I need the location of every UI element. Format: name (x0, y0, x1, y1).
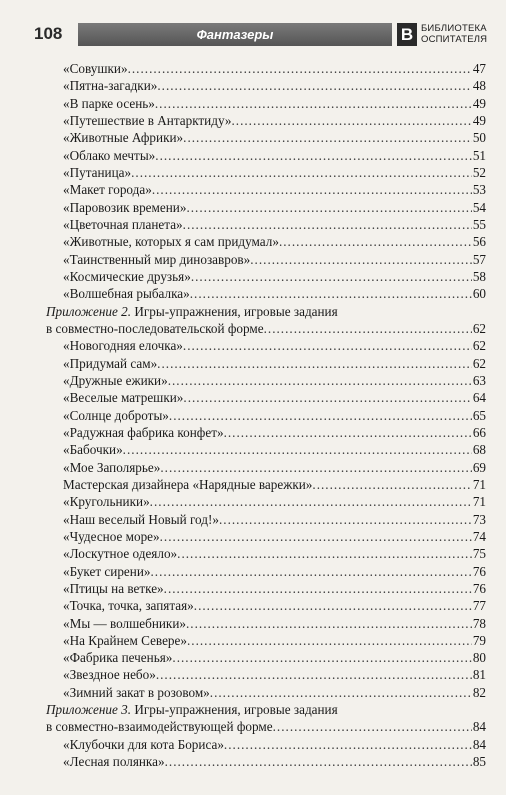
series-name-line1: БИБЛИОТЕКА (421, 23, 487, 34)
toc-entry-title: «Животные Африки» (63, 130, 184, 146)
toc-entry (46, 736, 486, 753)
toc-entry-title: «Цветочная планета» (63, 216, 183, 232)
leader-dots (160, 459, 471, 476)
toc-entry-page: 57 (472, 251, 486, 267)
toc-entry-title: «Дружные ежики» (63, 372, 168, 388)
toc-entry (46, 199, 486, 216)
toc-entry (46, 441, 486, 458)
leader-dots (224, 424, 472, 441)
toc-entry-page: 49 (472, 95, 486, 111)
appendix-2-heading (46, 303, 486, 320)
leader-dots (152, 181, 472, 198)
toc-entry-page: 50 (472, 130, 486, 146)
toc-entry (46, 545, 486, 562)
toc-entry-title: «Бабочки» (63, 442, 123, 458)
leader-dots (190, 285, 472, 302)
toc-entry (46, 77, 486, 94)
toc-entry (46, 251, 486, 268)
appendix-3-page: 84 (472, 719, 486, 735)
toc-entry-title: «Зимний закат в розовом» (63, 684, 210, 700)
toc-entry-title: «Паровозик времени» (63, 199, 187, 215)
toc-entry (46, 580, 486, 597)
appendix-2-entry (46, 320, 486, 337)
toc-entry (46, 60, 486, 77)
appendix-2-title-line1: Игры-упражнения, игровые задания (131, 303, 338, 319)
toc-entry-title: «Придумай сам» (63, 355, 158, 371)
toc-entry (46, 493, 486, 510)
toc-entry (46, 615, 486, 632)
toc-entry-title: «Волшебная рыбалка» (63, 286, 190, 302)
toc-entry (46, 389, 486, 406)
series-logo-icon: В (397, 23, 417, 46)
toc-entry-title: «Мое Заполярье» (63, 459, 161, 475)
toc-entry-page: 79 (472, 632, 486, 648)
leader-dots (172, 649, 471, 666)
leader-dots (219, 511, 472, 528)
toc-entry-page: 85 (472, 754, 486, 770)
toc-entry (46, 181, 486, 198)
toc-entry-page: 62 (472, 355, 486, 371)
toc-entry (46, 476, 486, 493)
toc-entry (46, 112, 486, 129)
running-title: Фантазеры (196, 27, 274, 42)
toc-entry-title: «Таинственный мир динозавров» (63, 251, 251, 267)
leader-dots (186, 199, 471, 216)
leader-dots (164, 580, 472, 597)
toc-entry-title: «Букет сирени» (63, 563, 151, 579)
toc-entry-page: 75 (472, 546, 486, 562)
toc-entry-page: 80 (472, 650, 486, 666)
leader-dots (183, 389, 471, 406)
appendix-3-entry (46, 718, 486, 735)
toc-entry (46, 285, 486, 302)
toc-entry-page: 54 (472, 199, 486, 215)
toc-entry-title: Мастерская дизайнера «Нарядные варежки» (63, 476, 313, 492)
toc-entry-page: 82 (472, 684, 486, 700)
toc-entry (46, 147, 486, 164)
toc-entry (46, 216, 486, 233)
toc-entry-page: 71 (472, 494, 486, 510)
leader-dots (131, 164, 472, 181)
toc-group-2 (46, 337, 486, 701)
page-number: 108 (34, 24, 63, 43)
leader-dots (156, 666, 472, 683)
toc-entry (46, 563, 486, 580)
leader-dots (250, 251, 472, 268)
toc-entry-title: «Наш веселый Новый год!» (63, 511, 219, 527)
leader-dots (187, 632, 472, 649)
toc-entry-page: 55 (472, 216, 486, 232)
toc-entry-page: 76 (472, 563, 486, 579)
toc-group-3 (46, 736, 486, 771)
leader-dots (151, 563, 472, 580)
leader-dots (155, 147, 472, 164)
toc-entry (46, 95, 486, 112)
toc-entry (46, 528, 486, 545)
toc-entry (46, 753, 486, 770)
page-header (0, 0, 506, 60)
series-name-line2: ОСПИТАТЕЛЯ (421, 34, 488, 45)
toc-entry-page: 62 (472, 338, 486, 354)
leader-dots (210, 684, 472, 701)
running-title-bar (78, 23, 392, 46)
leader-dots (183, 337, 472, 354)
leader-dots (157, 355, 472, 372)
toc-entry-title: «Пятна-загадки» (63, 78, 158, 94)
leader-dots (168, 372, 472, 389)
toc-entry-title: «Совушки» (63, 61, 128, 76)
toc-entry-page: 53 (472, 182, 486, 198)
leader-dots (183, 216, 472, 233)
toc-entry-page: 65 (472, 407, 486, 423)
leader-dots (231, 112, 471, 129)
toc-entry-page: 48 (472, 78, 486, 94)
toc-entry (46, 268, 486, 285)
toc-entry-page: 71 (472, 476, 486, 492)
leader-dots (128, 60, 472, 77)
leader-dots (150, 493, 472, 510)
toc-entry (46, 666, 486, 683)
toc-entry-title: «Звездное небо» (63, 667, 156, 683)
toc-entry (46, 233, 486, 250)
leader-dots (264, 320, 472, 337)
appendix-2-page: 62 (472, 320, 486, 336)
toc-entry-title: «Лоскутное одеяло» (63, 546, 178, 562)
toc-entry-title: «Облако мечты» (63, 147, 156, 163)
leader-dots (312, 476, 471, 493)
leader-dots (273, 718, 472, 735)
toc-entry-page: 51 (472, 147, 486, 163)
toc-entry (46, 355, 486, 372)
toc-entry (46, 459, 486, 476)
toc-entry-title: «Новогодняя елочка» (63, 338, 183, 354)
leader-dots (224, 736, 472, 753)
leader-dots (279, 233, 472, 250)
toc-entry-page: 49 (472, 112, 486, 128)
toc-entry-page: 58 (472, 268, 486, 284)
appendix-3-title-line2: в совместно-взаимодействующей форме (46, 719, 273, 735)
toc-entry-title: «Макет города» (63, 182, 152, 198)
toc-group-1 (46, 60, 486, 303)
leader-dots (160, 528, 472, 545)
toc-entry-title: «Путешествие в Антарктиду» (63, 112, 232, 128)
toc-entry (46, 597, 486, 614)
toc-entry-page: 84 (472, 736, 486, 752)
toc-entry-page: 69 (472, 459, 486, 475)
toc-entry-page: 63 (472, 372, 486, 388)
toc-entry (46, 511, 486, 528)
toc-entry-page: 77 (472, 598, 486, 614)
leader-dots (155, 95, 472, 112)
appendix-2-title-line2: в совместно-последовательской форме (46, 320, 264, 336)
toc-entry-title: «Кругольники» (63, 494, 150, 510)
toc-entry-page: 66 (472, 424, 486, 440)
toc-entry (46, 372, 486, 389)
toc-entry-page: 64 (472, 390, 486, 406)
toc-entry-title: «Радужная фабрика конфет» (63, 424, 224, 440)
table-of-contents (46, 60, 486, 770)
leader-dots (123, 441, 472, 458)
toc-entry-title: «Фабрика печенья» (63, 650, 173, 666)
toc-entry-title: «Космические друзья» (63, 268, 191, 284)
toc-entry-title: «Веселые матрешки» (63, 390, 184, 406)
leader-dots (191, 268, 472, 285)
toc-entry-title: «Чудесное море» (63, 528, 160, 544)
leader-dots (157, 77, 471, 94)
appendix-3-title-line1: Игры-упражнения, игровые задания (131, 702, 338, 718)
toc-entry-page: 74 (472, 528, 486, 544)
toc-entry-page: 68 (472, 442, 486, 458)
toc-entry-title: «Птицы на ветке» (63, 580, 164, 596)
toc-entry-title: «Точка, точка, запятая» (63, 598, 194, 614)
toc-entry-title: «Мы — волшебники» (63, 615, 186, 631)
toc-entry (46, 129, 486, 146)
toc-entry-page: 47 (472, 61, 486, 76)
toc-entry-title: «Солнце доброты» (63, 407, 169, 423)
leader-dots (186, 615, 472, 632)
toc-entry-title: «В парке осень» (63, 95, 155, 111)
toc-entry-title: «Животные, которых я сам придумал» (63, 234, 279, 250)
toc-entry-page: 78 (472, 615, 486, 631)
toc-entry (46, 164, 486, 181)
toc-entry (46, 632, 486, 649)
toc-entry-title: «Путаница» (63, 164, 132, 180)
series-name (421, 23, 501, 45)
toc-entry (46, 337, 486, 354)
toc-entry-page: 56 (472, 234, 486, 250)
toc-entry-page: 73 (472, 511, 486, 527)
toc-entry (46, 407, 486, 424)
appendix-3-label: Приложение 3. (46, 702, 132, 718)
leader-dots (183, 129, 472, 146)
toc-entry-page: 60 (472, 286, 486, 302)
appendix-2-label: Приложение 2. (46, 303, 132, 319)
leader-dots (177, 545, 472, 562)
toc-entry (46, 649, 486, 666)
toc-entry (46, 424, 486, 441)
leader-dots (169, 407, 472, 424)
toc-entry-page: 81 (472, 667, 486, 683)
toc-entry-page: 52 (472, 164, 486, 180)
toc-entry-page: 76 (472, 580, 486, 596)
appendix-3-heading (46, 701, 486, 718)
toc-entry-title: «На Крайнем Севере» (63, 632, 187, 648)
leader-dots (194, 597, 472, 614)
leader-dots (165, 753, 472, 770)
toc-entry (46, 684, 486, 701)
toc-entry-title: «Лесная полянка» (63, 754, 165, 770)
toc-entry-title: «Клубочки для кота Бориса» (63, 736, 224, 752)
